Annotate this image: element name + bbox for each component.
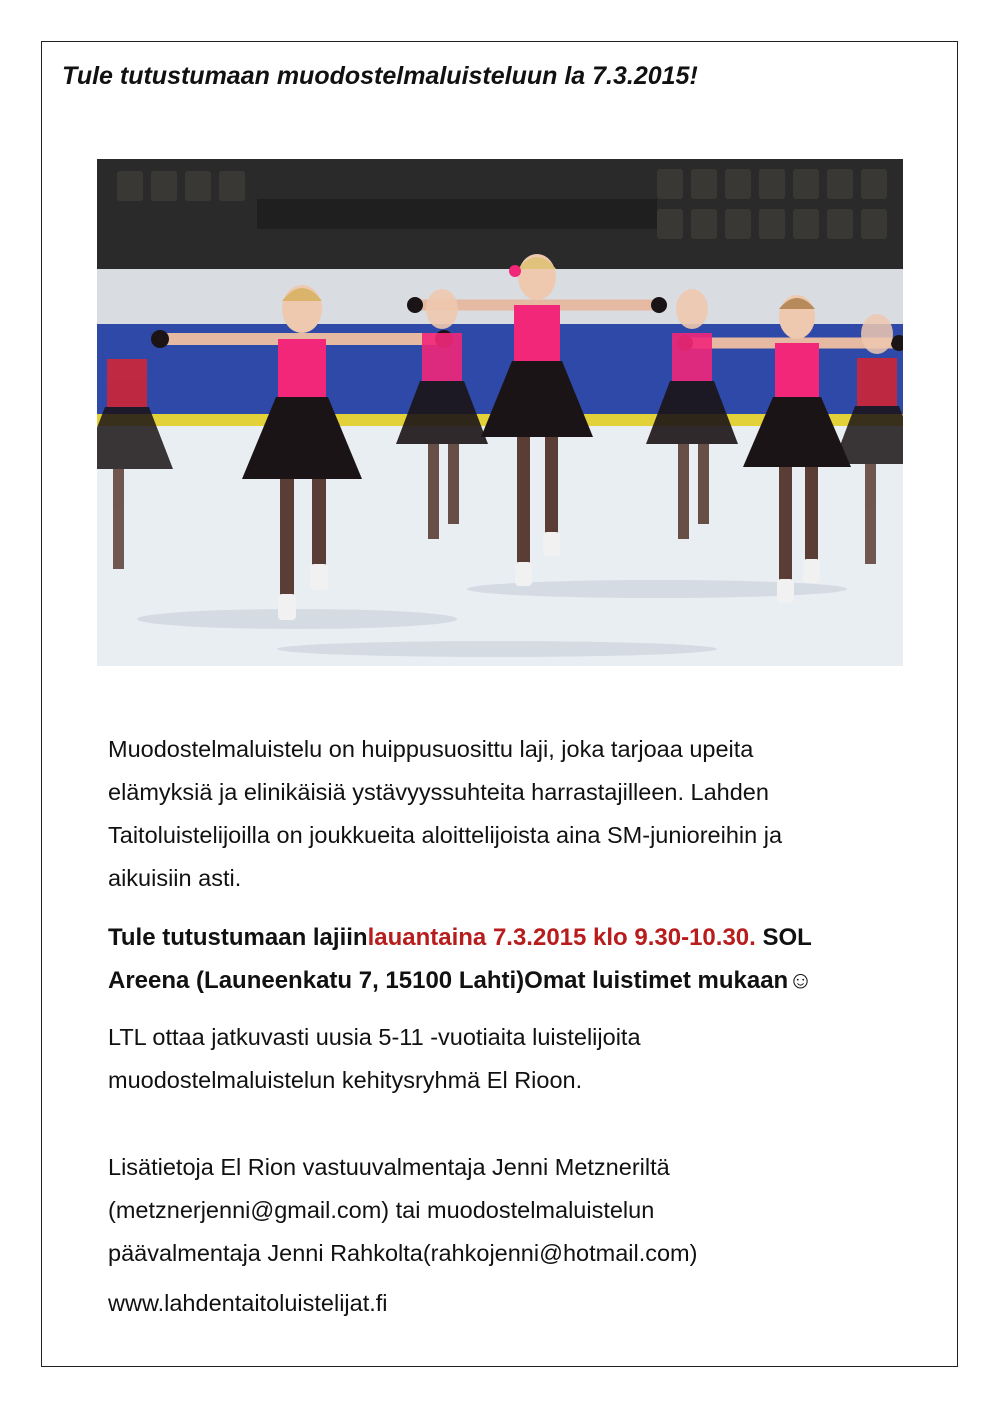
contact-line: (metznerjenni@gmail.com) tai muodostelmaluistelun [108, 1197, 655, 1223]
intro-line: aikuisiin asti. [108, 865, 242, 891]
intro-paragraph [108, 728, 938, 900]
intro-line: Muodostelmaluistelu on huippusuosittu laji, joka tarjoaa upeita [108, 736, 754, 762]
recruit-line: LTL ottaa jatkuvasti uusia 5-11 -vuotiaita luistelijoita [108, 1024, 641, 1050]
invite-venue-start: SOL [755, 924, 812, 951]
page-title: Tule tutustumaan muodostelmaluisteluun la 7.3.2015! [62, 62, 698, 90]
contact-paragraph [108, 1146, 938, 1275]
invite-venue: Areena (Launeenkatu 7, 15100 Lahti)Omat luistimet mukaan [108, 967, 789, 994]
recruit-paragraph [108, 1016, 938, 1102]
invite-paragraph [108, 916, 938, 1002]
intro-line: elämyksiä ja elinikäisiä ystävyyssuhteita harrastajilleen. Lahden [108, 779, 769, 805]
synchronized-skating-team-photo-icon [97, 159, 903, 666]
contact-line: päävalmentaja Jenni Rahkolta(rahkojenni@hotmail.com) [108, 1240, 698, 1266]
website-link[interactable]: www.lahdentaitoluistelijat.fi [108, 1290, 388, 1316]
invite-date-time: lauantaina 7.3.2015 klo 9.30-10.30. [367, 924, 756, 951]
intro-line: Taitoluistelijoilla on joukkueita aloittelijoista aina SM-junioreihin ja [108, 822, 783, 848]
smiley-icon: ☺ [788, 967, 813, 994]
recruit-line: muodostelmaluistelun kehitysryhmä El Rioon. [108, 1067, 583, 1093]
skating-team-photo [97, 159, 903, 666]
invite-prefix: Tule tutustumaan lajiin [108, 924, 368, 951]
contact-line: Lisätietoja El Rion vastuuvalmentaja Jenni Metzneriltä [108, 1154, 670, 1180]
